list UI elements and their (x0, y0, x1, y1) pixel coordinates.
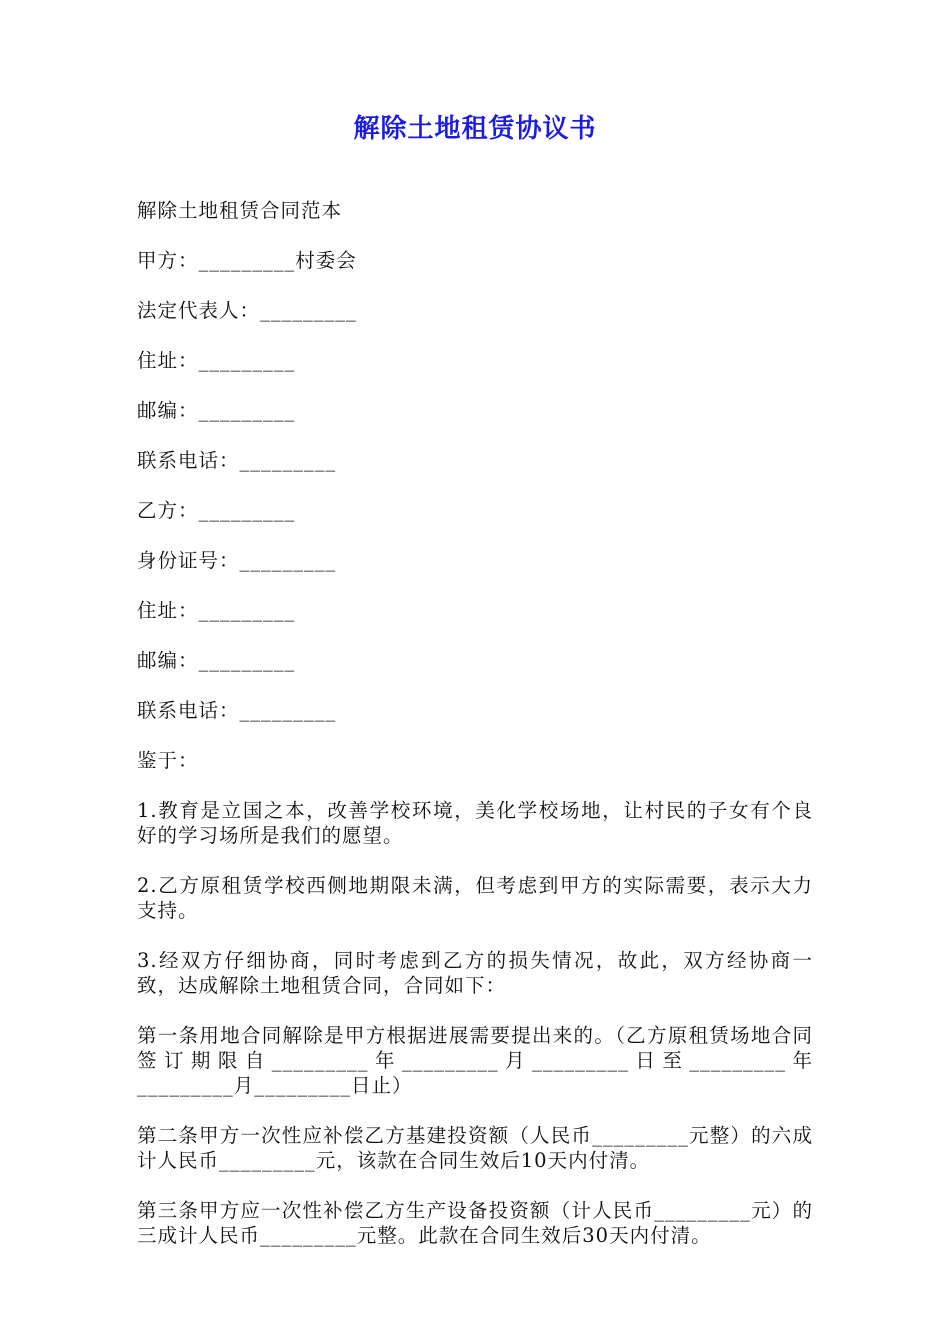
article-1: 第一条用地合同解除是甲方根据进展需要提出来的。（乙方原租赁场地合同签订期限自_________年_________月_________日至_________年_________月_________日止） (137, 1024, 813, 1097)
party-b-phone: 联系电话：_________ (137, 699, 337, 722)
party-a-address: 住址：_________ (137, 349, 296, 372)
party-a-postcode: 邮编：_________ (137, 399, 296, 422)
whereas-item-1: 1.教育是立国之本，改善学校环境，美化学校场地，让村民的子女有个良好的学习场所是我们的愿望。 (137, 799, 813, 847)
party-a-legal-rep: 法定代表人：_________ (137, 299, 357, 322)
whereas-heading: 鉴于： (137, 749, 199, 772)
document-body (137, 198, 813, 1273)
whereas-item-2: 2.乙方原租赁学校西侧地期限未满，但考虑到甲方的实际需要，表示大力支持。 (137, 874, 813, 922)
party-b-name: 乙方：_________ (137, 499, 296, 522)
article-2: 第二条甲方一次性应补偿乙方基建投资额（人民币_________元整）的六成计人民币_________元，该款在合同生效后10天内付清。 (137, 1124, 813, 1172)
party-a-name: 甲方：_________村委会 (137, 249, 357, 272)
article-3: 第三条甲方应一次性补偿乙方生产设备投资额（计人民币_________元）的三成计人民币_________元整。此款在合同生效后30天内付清。 (137, 1199, 813, 1247)
document-title: 解除土地租赁协议书 (353, 114, 597, 144)
paragraph-subtitle: 解除土地租赁合同范本 (137, 199, 343, 222)
party-b-postcode: 邮编：_________ (137, 649, 296, 672)
whereas-item-3: 3.经双方仔细协商，同时考虑到乙方的损失情况，故此，双方经协商一致，达成解除土地租赁合同，合同如下： (137, 949, 813, 997)
party-b-address: 住址：_________ (137, 599, 296, 622)
party-b-id-number: 身份证号：_________ (137, 549, 337, 572)
party-a-phone: 联系电话：_________ (137, 449, 337, 472)
